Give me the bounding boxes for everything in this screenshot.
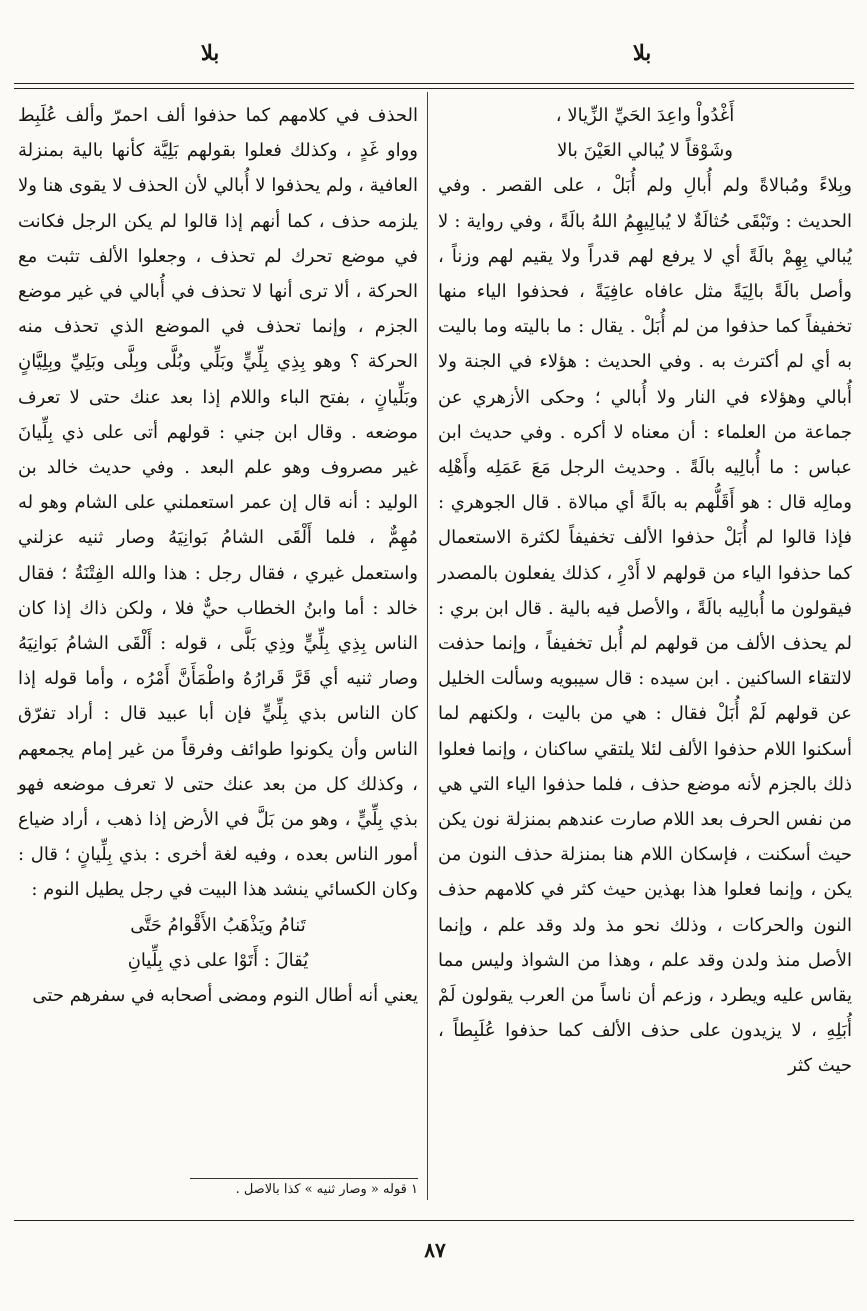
column-divider <box>427 92 428 1200</box>
left-column <box>18 98 418 1013</box>
footnote: ١ قوله « وصار ثنيه » كذا بالاصل . <box>235 1182 418 1197</box>
footnote-rule <box>190 1178 418 1179</box>
header-rule-thin <box>14 88 854 89</box>
entry-text: وبِلاءً ومُبالاةً ولم أُبالِ ولم أُبَلْ ، على القصر . وفي الحديث : وتَبْقَى حُثالَةٌ لا يُبالِيهِمُ اللهُ بالَةً ، وفي رواية : لا يُبالي بِهِمْ بالَةً أي لا يرفع لهم قدراً ولا يقيم لهم وزناً ، وأصل بالَةً بالِيَةً مثل عافاه عافِيَةً ، فحذفوا الياء منها تخفيفاً كما حذفوا من لم أُبَلْ . يقال : ما باليته وما باليت به أي لم أكترث به . وفي الحديث : هؤلاء في الجنة ولا أُبالي وهؤلاء في النار ولا أُبالي ؛ وحكى الأزهري عن جماعة من العلماء : أن معناه لا أكره . وفي حديث ابن عباس : ما أُبالِيه بالَةً . وحديث الرجل مَعَ عَمَلِه وأَهْلِه ومالِه قال : هو أَقَلُّهم به بالَةً أي مبالاة . قال الجوهري : فإذا قالوا لم أُبَلْ حذفوا الألف تخفيفاً لكثرة الاستعمال كما حذفوا الياء من قولهم لا أَدْرِ ، كذلك يفعلون بالمصدر فيقولون ما أُبالِيه بالَةً ، والأصل فيه بالية . قال ابن بري : لم يحذف الألف من قولهم لم أُبل تخفيفاً ، وإنما حذفت لالتقاء الساكنين . ابن سيده : قال سيبويه وسألت الخليل عن قولهم لَمْ أُبَلْ فقال : هي من باليت ، ولكنهم لما أسكنوا اللام حذفوا الألف لئلا يلتقي ساكنان ، وإنما فعلوا ذلك بالجزم لأنه موضع حذف ، فلما حذفوا الياء التي هي من نفس الحرف بعد اللام صارت عندهم بمنزلة نون يكن حيث أسكنت ، فإسكان اللام هنا بمنزلة حذف النون من يكن ، وإنما فعلوا هذا بهذين حيث كثر في كلامهم حذف النون والحركات ، وذلك نحو مذ ولد وقد علم ، وإنما الأصل منذ ولدن وقد علم ، وهذا من الشواذ وليس مما يقاس عليه ويطرد ، وزعم أن ناساً من العرب يقولون لَمْ أُبَلِهِ ، لا يزيدون على حذف الألف كما حذفوا عُلَبِطاً ، حيث كثر <box>438 175 852 1077</box>
entry-text: يعني أنه أطال النوم ومضى أصحابه في سفرهم حتى <box>32 985 418 1007</box>
running-header-right: بلا <box>632 40 652 65</box>
right-column <box>438 98 852 1084</box>
entry-text: الحذف في كلامهم كما حذفوا ألف احمرّ وألف عُلَبِط وواو غَدٍ ، وكذلك فعلوا بقولهم بَلِيَّة كأنها بالية بمنزلة العافية ، ولم يحذفوا لا أُبالي لأن الحذف لا يقوى هنا ولا يلزمه حذف ، كما أنهم إذا قالوا لم يكن الرجل فكانت في موضع تحرك لم تحذف ، وجعلوا الألف تثبت مع الحركة ، ألا ترى أنها لا تحذف في أُبالي في غير موضع الجزم ، وإنما تحذف في الموضع الذي تحذف منه الحركة ؟ وهو بِذِي بِلِّيٍّ وبَلِّي وبُلَّى وبِلَّى وبَلِيِّ وبِلِيَّانٍ وبَلِّيانٍ ، بفتح الباء واللام إذا بعد عنك حتى لا تعرف موضعه . وقال ابن جني : قولهم أتى على ذي بِلِّيانَ غير مصروف وهو علم البعد . وفي حديث خالد بن الوليد : أنه قال إن عمر استعملني على الشام وهو له مُهِمٌّ ، فلما أَلْقَى الشامُ بَوانِيَهُ وصار ثنيه عزلني واستعمل غيري ، فقال رجل : هذا والله الفِتْنَةُ ؛ فقال خالد : أما وابنُ الخطاب حيٌّ فلا ، ولكن ذاك إذا كان الناس بِذِي بِلِّيٍّ وذِي بَلَّى ، قوله : أَلْقَى الشامُ بَوانِيَهُ وصار ثنيه أي قَرَّ قَرارُهُ واطْمَأَنَّ أَمْرُه ، وأما قوله إذا كان الناس بذي بِلِّيٍّ فإن أبا عبيد قال : أراد تفرّق الناس وأن يكونوا طوائف وفرقاً من غير إمام يجمعهم ، وكذلك كل من بعد عنك حتى لا تعرف موضعه فهو بذي بِلِّيٍّ ، وهو من بَلَّ في الأرض إذا ذهب ، أراد ضياع أمور الناس بعده ، وفيه لغة أخرى : بذي بِلِّيانٍ ؛ قال : وكان الكسائي ينشد هذا البيت في رجل يطيل النوم : <box>18 105 418 901</box>
verse-line: أَغْدُواْ واعِدَ الحَيِّ الزِّيالا ، <box>555 105 735 126</box>
verse-line: وشَوْقاً لا يُبالي العَيْنَ بالا <box>557 140 733 162</box>
page-number: ٨٧ <box>424 1238 446 1262</box>
verse-line: تَنامُ ويَذْهَبُ الأَقْوامُ حَتَّى <box>130 914 306 936</box>
header-rule <box>14 83 854 84</box>
footer-rule <box>14 1220 854 1221</box>
verse-line: يُقالَ : أَتَوْا على ذي بِلِّيانِ <box>127 949 309 971</box>
running-header-left: بلا <box>200 40 220 65</box>
